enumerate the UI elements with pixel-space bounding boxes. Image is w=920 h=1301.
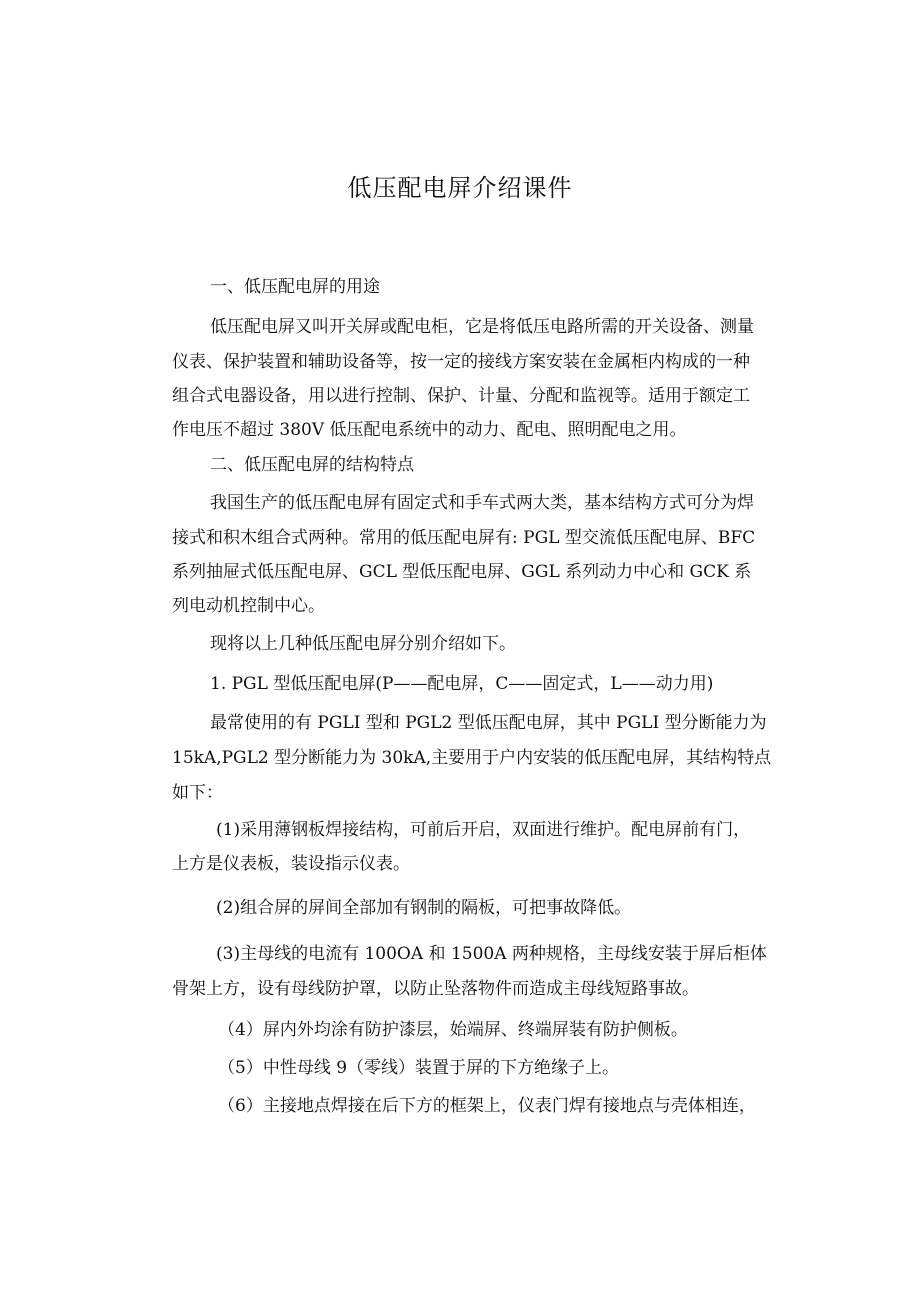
paragraph-line: 系列抽屉式低压配电屏、GCL 型低压配电屏、GGL 系列动力中心和 GCK 系 [172, 562, 752, 582]
page-title: 低压配电屏介绍课件 [347, 174, 573, 202]
section-heading-usage: 一、低压配电屏的用途 [210, 277, 380, 297]
paragraph-line: 我国生产的低压配电屏有固定式和手车式两大类，基本结构方式可分为焊 [210, 493, 754, 513]
paragraph-line: 最常使用的有 PGLI 型和 PGL2 型低压配电屏，其中 PGLI 型分断能力为 [210, 713, 767, 733]
paragraph-line: 组合式电器设备，用以进行控制、保护、计量、分配和监视等。适用于额定工 [172, 386, 750, 406]
paragraph-line: 15kA,PGL2 型分断能力为 30kA,主要用于户内安装的低压配电屏，其结构特点 [172, 748, 772, 768]
section-heading-structure: 二、低压配电屏的结构特点 [210, 455, 414, 475]
feature-item-5: （5）中性母线 9（零线）装置于屏的下方绝缘子上。 [218, 1058, 620, 1078]
feature-item-1: (1)采用薄钢板焊接结构，可前后开启，双面进行维护。配电屏前有门， [216, 820, 751, 840]
paragraph-line: 作电压不超过 380V 低压配电系统中的动力、配电、照明配电之用。 [172, 420, 687, 440]
feature-item-6: （6）主接地点焊接在后下方的框架上，仪表门焊有接地点与壳体相连， [218, 1096, 756, 1116]
feature-item-3-line-2: 骨架上方，设有母线防护罩，以防止坠落物件而造成主母线短路事故。 [172, 979, 699, 999]
paragraph-line: 仪表、保护装置和辅助设备等，按一定的接线方案安装在金属柜内构成的一种 [172, 352, 750, 372]
feature-item-1-line-2: 上方是仪表板，装设指示仪表。 [172, 854, 410, 874]
paragraph-line: 接式和积木组合式两种。常用的低压配电屏有: PGL 型交流低压配电屏、BFC [172, 528, 756, 548]
paragraph-line: 如下： [172, 783, 223, 803]
paragraph-line: 低压配电屏又叫开关屏或配电柜，它是将低压电路所需的开关设备、测量 [210, 317, 754, 337]
paragraph-line: 列电动机控制中心。 [172, 596, 325, 616]
feature-item-2: (2)组合屏的屏间全部加有钢制的隔板，可把事故降低。 [216, 898, 632, 918]
pgl-heading: 1. PGL 型低压配电屏(P——配电屏，C——固定式，L——动力用) [210, 674, 714, 694]
feature-item-4: （4）屏内外均涂有防护漆层，始端屏、终端屏装有防护侧板。 [218, 1020, 688, 1040]
intro-line: 现将以上几种低压配电屏分别介绍如下。 [210, 634, 516, 654]
feature-item-3: (3)主母线的电流有 100OA 和 1500A 两种规格，主母线安装于屏后柜体 [216, 944, 767, 964]
